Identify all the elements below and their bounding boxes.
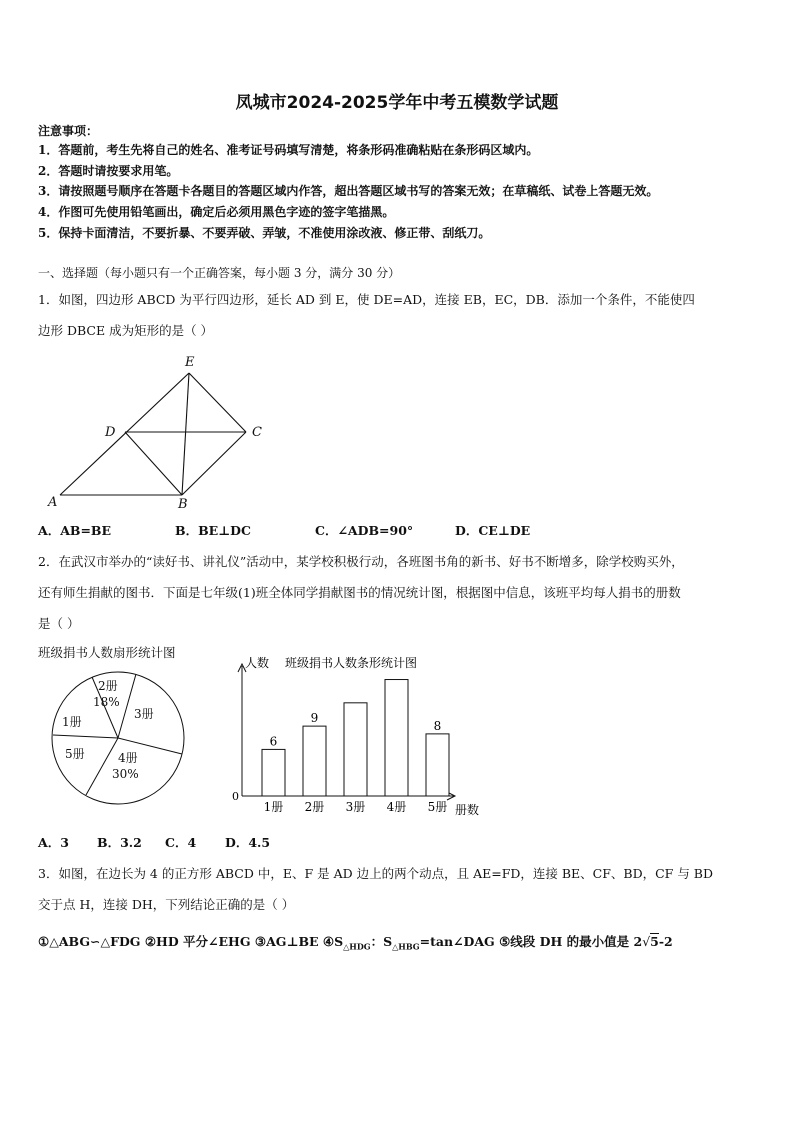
- bar-data-label-1: 6: [269, 734, 278, 749]
- notice-item-5: 5．保持卡面清洁，不要折暴、不要弄破、弄皱，不准使用涂改液、修正带、刮纸刀。: [38, 226, 491, 240]
- origin-label: 0: [232, 790, 239, 803]
- sqrt-symbol: √: [642, 934, 651, 949]
- label-c: C: [252, 425, 262, 440]
- x-tick-label-3: 3册: [345, 800, 366, 814]
- segment-db: [125, 432, 182, 495]
- notice-item-4: 4．作图可先使用铅笔画出，确定后必须用黑色字迹的签字笔描黑。: [38, 205, 395, 219]
- x-tick-label-4: 4册: [386, 800, 407, 814]
- q1-option-b: B．BE⊥DC: [175, 523, 251, 538]
- pie-label-2: 2册: [98, 679, 118, 693]
- page-title: 凤城市2024-2025学年中考五模数学试题: [235, 93, 559, 113]
- segment-ec: [189, 373, 246, 432]
- segment-bc: [182, 432, 246, 495]
- bar-data-label-5: 8: [433, 718, 442, 733]
- q2-line-3: 是（ ）: [38, 616, 80, 631]
- section-heading: 一、选择题（每小题只有一个正确答案，每小题 3 分，满分 30 分）: [38, 266, 401, 280]
- pie-label-4-pct: 30%: [112, 767, 139, 781]
- y-axis-label: 人数: [245, 656, 270, 670]
- bar-2: [303, 726, 326, 796]
- q3-subscript-hdg: △HDG: [343, 941, 371, 952]
- x-tick-label-2: 2册: [304, 800, 325, 814]
- pie-label-1: 1册: [62, 715, 82, 729]
- bar-data-label-2: 9: [310, 711, 319, 726]
- q2-line-1: 2．在武汉市举办的“读好书、讲礼仪”活动中，某学校积极行动，各班图书角的新书、好书不断增多，除学校购买外，: [38, 554, 684, 569]
- pie-divider-2: [118, 674, 136, 738]
- q2-option-b: B．3.2: [97, 835, 142, 850]
- q3-ratio-sep: ：S: [370, 934, 393, 949]
- q1-line-2: 边形 DBCE 成为矩形的是（ ）: [38, 323, 214, 338]
- pie-chart: [48, 668, 190, 810]
- q2-line-2: 还有师生捐献的图书．下面是七年级(1)班全体同学捐献图书的情况统计图，根据图中信息，该班平均每人捐书的册数: [38, 585, 681, 600]
- notice-item-3: 3．请按照题号顺序在答题卡各题目的答题区域内作答，超出答题区域书写的答案无效；在草稿纸、试卷上答题无效。: [38, 184, 659, 198]
- segment-ae: [60, 373, 189, 495]
- q3-conclusions-text: ①△ABG∽△FDG ②HD 平分∠EHG ③AG⊥BE ④S: [38, 934, 344, 949]
- label-a: A: [48, 495, 58, 510]
- q1-option-d: D．CE⊥DE: [455, 523, 531, 538]
- q3-conclusions-end: -2: [658, 934, 673, 949]
- segment-eb: [182, 373, 189, 495]
- bar-chart: [225, 650, 495, 822]
- notice-item-1: 1．答题前，考生先将自己的姓名、准考证号码填写清楚，将条形码准确粘贴在条形码区域内。: [38, 143, 539, 157]
- pie-divider-5: [53, 735, 118, 738]
- pie-chart-title: 班级捐书人数扇形统计图: [38, 645, 176, 660]
- pie-label-3: 3册: [134, 707, 154, 721]
- q3-conclusions-tail: =tan∠DAG ⑤线段 DH 的最小值是 2: [419, 934, 643, 949]
- bar-chart-title: 班级捐书人数条形统计图: [285, 656, 418, 670]
- q3-conclusions: [38, 932, 673, 952]
- q1-option-c: C．∠ADB=90°: [315, 523, 414, 538]
- bar-4: [385, 680, 408, 796]
- pie-label-5: 5册: [65, 747, 85, 761]
- q2-option-d: D．4.5: [225, 835, 271, 850]
- sqrt-argument: 5: [650, 934, 659, 949]
- label-e: E: [185, 355, 195, 370]
- label-b: B: [178, 497, 188, 512]
- bar-1: [262, 749, 285, 796]
- q3-subscript-hbg: △HBG: [392, 941, 420, 952]
- q1-geometry-figure: [40, 350, 280, 515]
- bar-5: [426, 734, 449, 796]
- notice-item-2: 2．答题时请按要求用笔。: [38, 164, 179, 178]
- bar-3: [344, 703, 367, 796]
- q1-option-a: A．AB=BE: [38, 523, 112, 538]
- label-d: D: [105, 425, 116, 440]
- x-tick-label-5: 5册: [427, 800, 448, 814]
- q2-option-c: C．4: [165, 835, 197, 850]
- q3-line-1: 3．如图，在边长为 4 的正方形 ABCD 中，E、F 是 AD 边上的两个动点，且 AE=FD，连接 BE、CF、BD，CF 与 BD: [38, 866, 714, 881]
- pie-label-4: 4册: [118, 751, 138, 765]
- q2-option-a: A．3: [38, 835, 69, 850]
- x-tick-label-1: 1册: [263, 800, 284, 814]
- pie-label-2-pct: 18%: [93, 695, 120, 709]
- x-axis-label: 册数: [455, 803, 480, 817]
- notice-heading: 注意事项：: [38, 124, 99, 138]
- q3-line-2: 交于点 H，连接 DH，下列结论正确的是（ ）: [38, 897, 295, 912]
- q1-line-1: 1．如图，四边形 ABCD 为平行四边形，延长 AD 到 E，使 DE=AD，连接 EB，EC，DB．添加一个条件，不能使四: [38, 292, 695, 307]
